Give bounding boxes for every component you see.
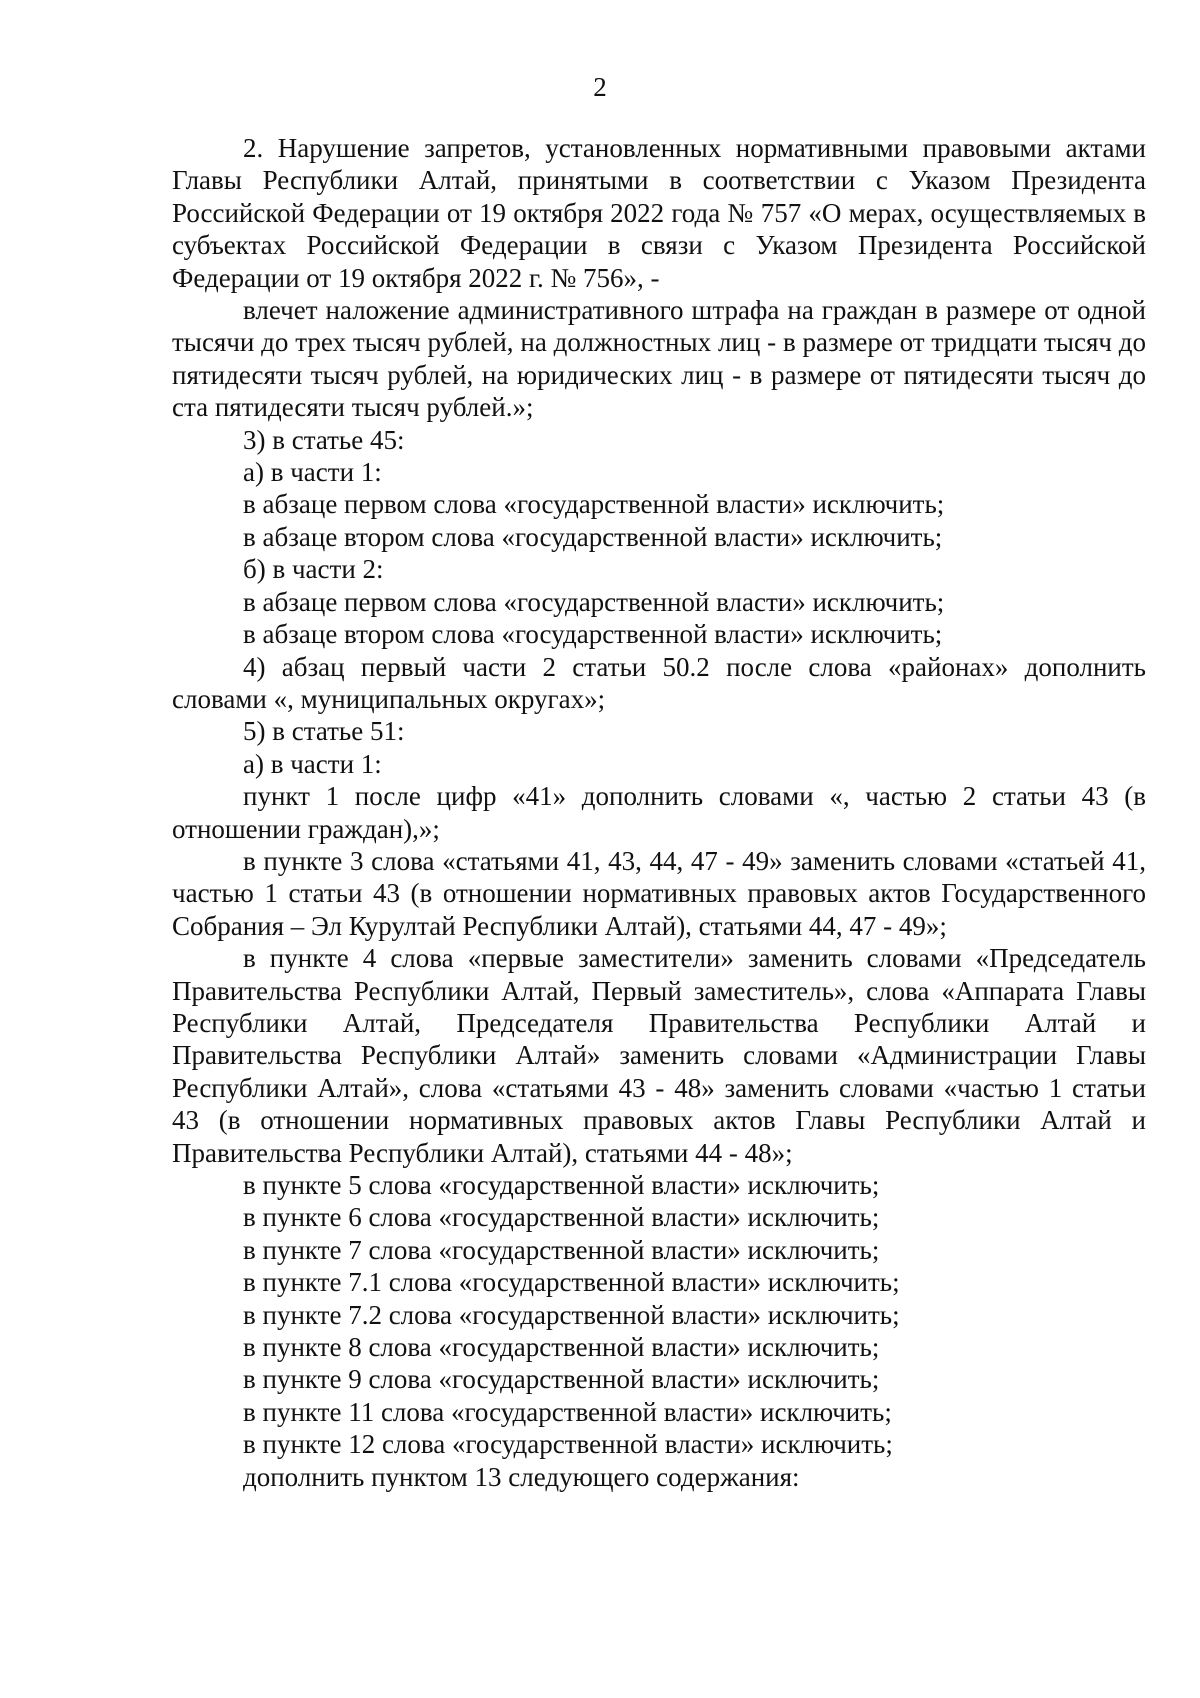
paragraph-article-50-2: 4) абзац первый части 2 статьи 50.2 после слова «районах» дополнить словами «, муниципальных округах»; [172,651,1146,714]
paragraph-51-item-3: в пункте 3 слова «статьями 41, 43, 44, 47 - 49» заменить словами «статьей 41, частью 1 статьи 43 (в отношении нормативных правовых актов Государственного Собрания – Эл Курултай Республики Алтай), статьями 44, 47 - 49»; [172,845,1146,941]
paragraph-51-item-1: пункт 1 после цифр «41» дополнить словами «, частью 2 статьи 43 (в отношении граждан),»; [172,781,1146,844]
paragraph-51-item-8: в пункте 8 слова «государственной власти» исключить; [243,1332,880,1363]
paragraph-penalty: влечет наложение административного штрафа на граждан в размере от одной тысячи до трех тысяч рублей, на должностных лиц - в размере от тридцати тысяч до пятидесяти тысяч рублей, на юридических лиц - в размере от пятидесяти тысяч до ста пятидесяти тысяч рублей.»; [172,295,1146,423]
paragraph-51-item-11: в пункте 11 слова «государственной власти» исключить; [243,1396,892,1427]
paragraph-51-item-7-1: в пункте 7.1 слова «государственной власти» исключить; [243,1267,900,1298]
paragraph-51-item-5: в пункте 5 слова «государственной власти» исключить; [243,1170,880,1200]
paragraph-article-51: 5) в статье 51: [243,716,405,747]
paragraph-45-part-1: а) в части 1: [243,457,382,488]
paragraph-violation: 2. Нарушение запретов, установленных нормативными правовыми актами Главы Республики Алтай, принятыми в соответствии с Указом Президента Российской Федерации от 19 октября 2022 года № 757 «О мерах, осуществляемых в субъектах Российской Федерации в связи с Указом Президента Российской Федерации от 19 октября 2022 г. № 756», - [172,133,1146,293]
page-number: 2 [593,72,607,102]
paragraph-article-45: 3) в статье 45: [243,424,405,455]
paragraph-45-2-first: в абзаце первом слова «государственной власти» исключить; [243,586,945,617]
paragraph-45-1-second: в абзаце втором слова «государственной власти» исключить; [243,521,943,552]
paragraph-51-item-7: в пункте 7 слова «государственной власти» исключить; [243,1234,880,1265]
paragraph-51-item-9: в пункте 9 слова «государственной власти» исключить; [243,1364,880,1395]
paragraph-45-2-second: в абзаце втором слова «государственной власти» исключить; [243,619,943,650]
document-body [172,132,1146,1493]
paragraph-51-item-13: дополнить пунктом 13 следующего содержания: [243,1461,800,1492]
paragraph-51-item-4: в пункте 4 слова «первые заместители» заменить словами «Председатель Правительства Республики Алтай, Первый заместитель», слова «Аппарата Главы Республики Алтай, Председателя Правительства Республики Алтай и Правительства Республики Алтай» заменить словами «Администрации Главы Республики Алтай», слова «статьями 43 - 48» заменить словами «частью 1 статьи 43 (в отношении нормативных правовых актов Главы Республики Алтай и Правительства Республики Алтай), статьями 44 - 48»; [172,943,1146,1168]
paragraph-51-part-1: а) в части 1: [243,748,382,779]
paragraph-51-item-12: в пункте 12 слова «государственной власти» исключить; [243,1429,893,1460]
paragraph-45-1-first: в абзаце первом слова «государственной власти» исключить; [243,489,945,520]
paragraph-51-item-7-2: в пункте 7.2 слова «государственной власти» исключить; [243,1299,900,1330]
paragraph-45-part-2: б) в части 2: [243,554,384,585]
paragraph-51-item-6: в пункте 6 слова «государственной власти» исключить; [243,1202,880,1233]
